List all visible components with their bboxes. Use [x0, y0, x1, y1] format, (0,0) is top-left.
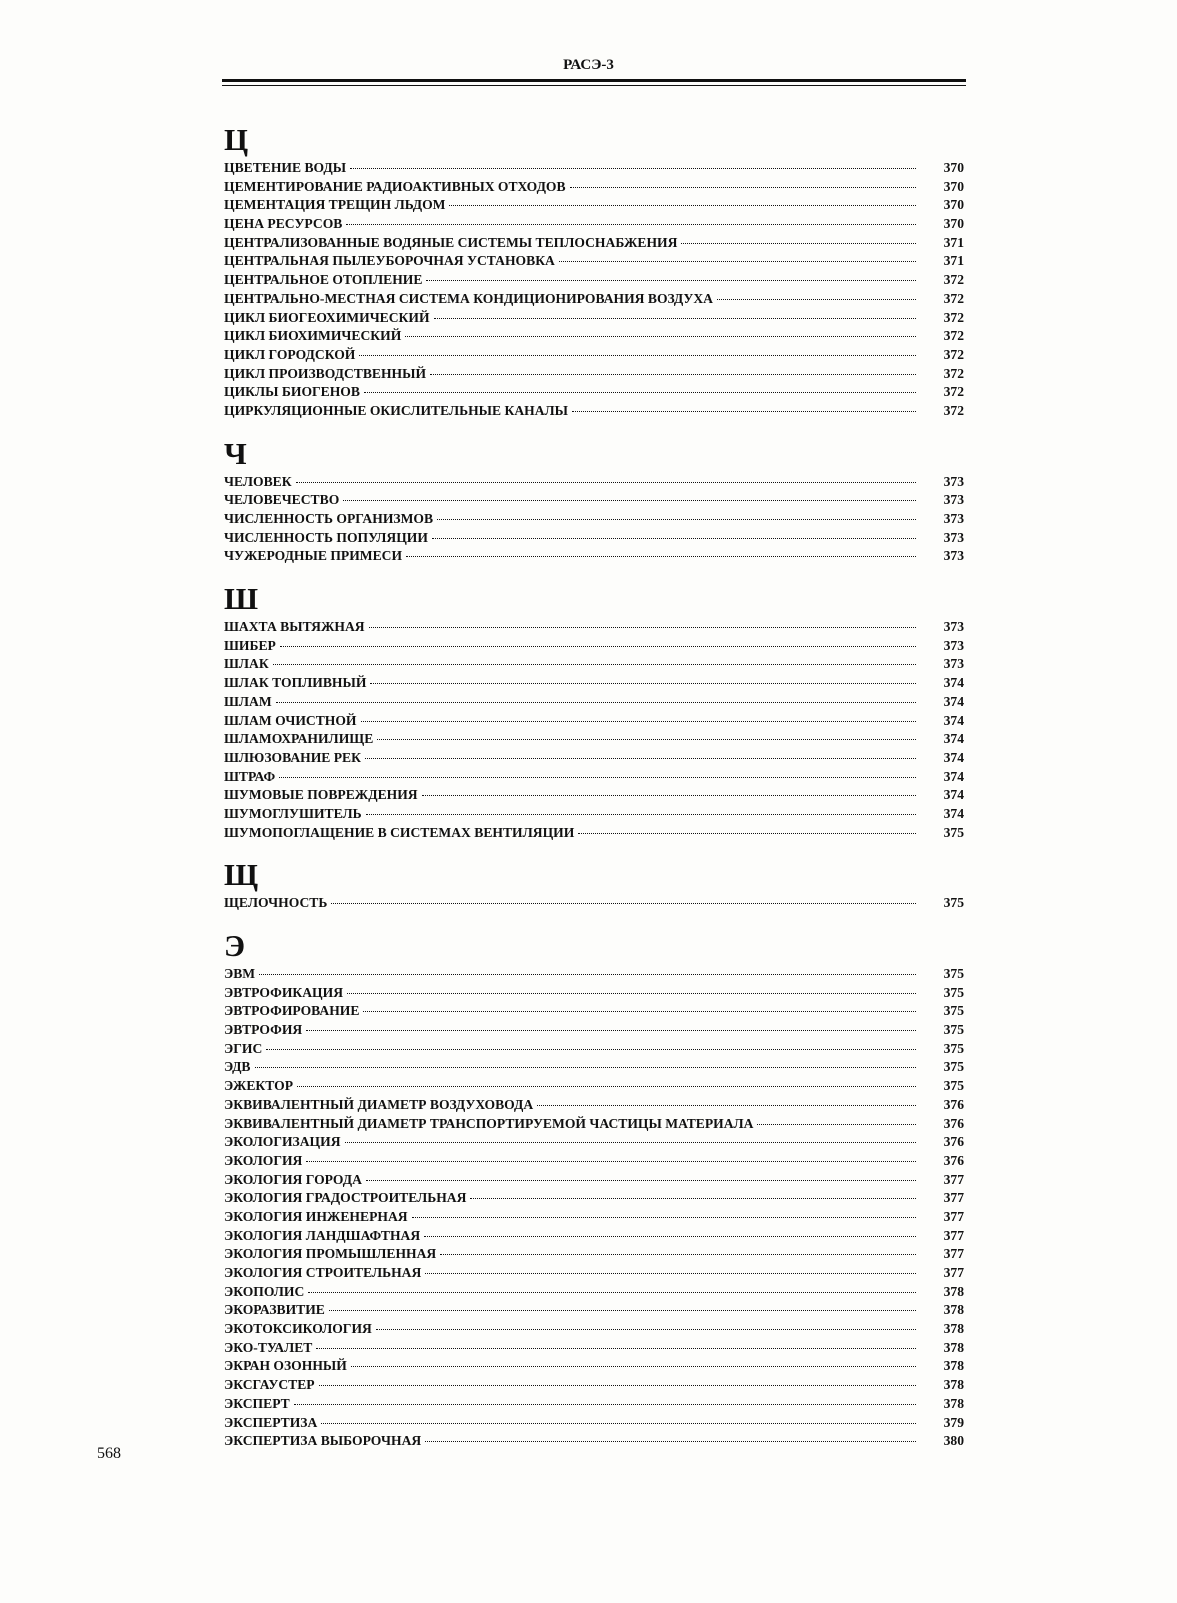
- dot-leader: [296, 482, 916, 483]
- dot-leader: [366, 1180, 916, 1181]
- entry-term: ЭКОЛОГИЯ: [224, 1152, 303, 1168]
- entry-page-number: 375: [943, 1059, 964, 1075]
- entry-term: ЦИРКУЛЯЦИОННЫЕ ОКИСЛИТЕЛЬНЫЕ КАНАЛЫ: [224, 402, 569, 418]
- entry-term: ШУМОПОГЛАЩЕНИЕ В СИСТЕМАХ ВЕНТИЛЯЦИИ: [224, 824, 575, 840]
- entry-page-number: 373: [943, 473, 964, 489]
- entry-page-number: 375: [943, 984, 964, 1000]
- index-entry: [224, 1358, 964, 1377]
- index-entry: [224, 1190, 964, 1209]
- entry-term: ЭКОЛОГИЯ ЛАНДШАФТНАЯ: [224, 1227, 421, 1243]
- entry-page-number: 375: [943, 1078, 964, 1094]
- dot-leader: [377, 739, 916, 740]
- entry-term: ЭКОЛОГИЯ ПРОМЫШЛЕННАЯ: [224, 1246, 437, 1262]
- entry-term: ЩЕЛОЧНОСТЬ: [224, 895, 328, 911]
- page-number: 568: [97, 1445, 121, 1462]
- index-entry: [224, 713, 964, 732]
- dot-leader: [331, 903, 916, 904]
- index-entry: [224, 235, 964, 254]
- entry-term: ЦИКЛ ПРОИЗВОДСТВЕННЫЙ: [224, 365, 427, 381]
- dot-leader: [717, 299, 916, 300]
- entry-term: ШЛАК ТОПЛИВНЫЙ: [224, 675, 367, 691]
- entry-term: ШАХТА ВЫТЯЖНАЯ: [224, 619, 365, 635]
- entry-page-number: 378: [943, 1321, 964, 1337]
- entry-term: ЭКО-ТУАЛЕТ: [224, 1339, 313, 1355]
- index-entry: [224, 366, 964, 385]
- index-entry: [224, 895, 964, 914]
- entry-page-number: 374: [943, 693, 964, 709]
- entry-page-number: 374: [943, 787, 964, 803]
- dot-leader: [306, 1161, 916, 1162]
- entry-term: ЭКВИВАЛЕНТНЫЙ ДИАМЕТР ВОЗДУХОВОДА: [224, 1096, 534, 1112]
- header-rule-thin: [222, 85, 966, 86]
- dot-leader: [434, 318, 916, 319]
- entry-term: ЦИКЛ БИОГЕОХИМИЧЕСКИЙ: [224, 309, 430, 325]
- dot-leader: [369, 627, 916, 628]
- entry-term: ШУМОГЛУШИТЕЛЬ: [224, 805, 362, 821]
- entry-term: ЭГИС: [224, 1040, 263, 1056]
- index-entry: [224, 1284, 964, 1303]
- dot-leader: [266, 1049, 916, 1050]
- index-list: [224, 122, 964, 1466]
- dot-leader: [255, 1067, 917, 1068]
- dot-leader: [319, 1385, 916, 1386]
- entry-page-number: 370: [943, 197, 964, 213]
- index-entry: [224, 310, 964, 329]
- entry-term: ЦЕНА РЕСУРСОВ: [224, 216, 343, 232]
- dot-leader: [537, 1105, 916, 1106]
- dot-leader: [559, 261, 916, 262]
- entry-page-number: 373: [943, 637, 964, 653]
- entry-term: ЭКОТОКСИКОЛОГИЯ: [224, 1321, 372, 1337]
- index-entry: [224, 1396, 964, 1415]
- index-section: [224, 928, 964, 1452]
- entry-term: ШУМОВЫЕ ПОВРЕЖДЕНИЯ: [224, 787, 418, 803]
- dot-leader: [259, 974, 916, 975]
- dot-leader: [361, 721, 917, 722]
- index-entry: [224, 1116, 964, 1135]
- entry-term: ЭВТРОФИЯ: [224, 1022, 303, 1038]
- entry-term: ЦИКЛЫ БИОГЕНОВ: [224, 384, 360, 400]
- index-entry: [224, 985, 964, 1004]
- index-entry: [224, 1246, 964, 1265]
- dot-leader: [681, 243, 916, 244]
- index-entry: [224, 179, 964, 198]
- dot-leader: [432, 538, 916, 539]
- entry-page-number: 372: [943, 346, 964, 362]
- entry-page-number: 375: [943, 895, 964, 911]
- entry-term: ЦИКЛ ГОРОДСКОЙ: [224, 346, 356, 362]
- entry-page-number: 371: [943, 253, 964, 269]
- dot-leader: [359, 355, 916, 356]
- index-entry: [224, 347, 964, 366]
- entry-page-number: 378: [943, 1302, 964, 1318]
- entry-term: ЭКОПОЛИС: [224, 1283, 305, 1299]
- entry-page-number: 375: [943, 1003, 964, 1019]
- index-entry: [224, 492, 964, 511]
- dot-leader: [426, 280, 916, 281]
- index-entry: [224, 1097, 964, 1116]
- entry-page-number: 376: [943, 1115, 964, 1131]
- index-entry: [224, 1377, 964, 1396]
- entry-term: ЭКОЛОГИЯ СТРОИТЕЛЬНАЯ: [224, 1265, 422, 1280]
- dot-leader: [437, 519, 916, 520]
- entry-page-number: 377: [943, 1208, 964, 1224]
- index-entry: [224, 619, 964, 638]
- dot-leader: [365, 758, 916, 759]
- entry-page-number: 375: [943, 1022, 964, 1038]
- entry-term: ШЛЮЗОВАНИЕ РЕК: [224, 749, 361, 765]
- entry-term: ЭКОЛОГИЗАЦИЯ: [224, 1134, 341, 1150]
- entry-page-number: 375: [943, 1040, 964, 1056]
- entry-page-number: 374: [943, 675, 964, 691]
- entry-page-number: 371: [943, 234, 964, 250]
- entry-page-number: 374: [943, 712, 964, 728]
- entry-term: ЦВЕТЕНИЕ ВОДЫ: [224, 160, 347, 175]
- dot-leader: [321, 1423, 916, 1424]
- dot-leader: [294, 1404, 916, 1405]
- dot-leader: [279, 777, 916, 778]
- dot-leader: [364, 392, 916, 393]
- entry-page-number: 379: [943, 1414, 964, 1430]
- index-entry: [224, 291, 964, 310]
- dot-leader: [273, 664, 916, 665]
- entry-page-number: 372: [943, 290, 964, 306]
- dot-leader: [422, 795, 916, 796]
- entry-page-number: 374: [943, 749, 964, 765]
- dot-leader: [346, 224, 916, 225]
- dot-leader: [449, 205, 916, 206]
- index-section: [224, 122, 964, 422]
- index-entry: [224, 675, 964, 694]
- entry-term: ЭКСПЕРТ: [224, 1395, 290, 1411]
- entry-page-number: 370: [943, 160, 964, 175]
- index-entry: [224, 1022, 964, 1041]
- entry-page-number: 372: [943, 272, 964, 288]
- index-entry: [224, 1003, 964, 1022]
- dot-leader: [370, 683, 916, 684]
- entry-page-number: 372: [943, 384, 964, 400]
- entry-page-number: 373: [943, 619, 964, 635]
- index-entry: [224, 511, 964, 530]
- index-entry: [224, 1078, 964, 1097]
- dot-leader: [425, 1441, 916, 1442]
- index-entry: [224, 1059, 964, 1078]
- dot-leader: [329, 1310, 916, 1311]
- entry-page-number: 376: [943, 1134, 964, 1150]
- entry-term: ЧЕЛОВЕК: [224, 473, 292, 489]
- dot-leader: [425, 1273, 916, 1274]
- section-letter-heading: Щ: [224, 857, 259, 893]
- section-letter-heading: Ш: [224, 581, 259, 617]
- dot-leader: [406, 556, 916, 557]
- entry-page-number: 372: [943, 328, 964, 344]
- dot-leader: [297, 1086, 916, 1087]
- index-entry: [224, 1041, 964, 1060]
- entry-page-number: 377: [943, 1246, 964, 1262]
- entry-page-number: 377: [943, 1171, 964, 1187]
- entry-page-number: 373: [943, 548, 964, 564]
- index-entry: [224, 731, 964, 750]
- entry-page-number: 377: [943, 1227, 964, 1243]
- entry-page-number: 378: [943, 1395, 964, 1411]
- index-entry: [224, 1302, 964, 1321]
- index-entry: [224, 530, 964, 549]
- entry-term: ЦЕНТРАЛИЗОВАННЫЕ ВОДЯНЫЕ СИСТЕМЫ ТЕПЛОСНАБЖЕНИЯ: [224, 234, 678, 250]
- entry-term: ЭВМ: [224, 966, 256, 981]
- index-entry: [224, 787, 964, 806]
- index-entry: [224, 1134, 964, 1153]
- dot-leader: [405, 336, 916, 337]
- index-entry: [224, 160, 964, 179]
- entry-page-number: 372: [943, 402, 964, 418]
- index-entry: [224, 769, 964, 788]
- entry-term: ЧУЖЕРОДНЫЕ ПРИМЕСИ: [224, 548, 403, 564]
- entry-page-number: 378: [943, 1283, 964, 1299]
- entry-page-number: 372: [943, 365, 964, 381]
- index-entry: [224, 750, 964, 769]
- index-entry: [224, 638, 964, 657]
- entry-term: ЦЕНТРАЛЬНАЯ ПЫЛЕУБОРОЧНАЯ УСТАНОВКА: [224, 253, 555, 269]
- index-entry: [224, 272, 964, 291]
- index-entry: [224, 1433, 964, 1452]
- entry-page-number: 373: [943, 529, 964, 545]
- index-entry: [224, 474, 964, 493]
- dot-leader: [424, 1236, 916, 1237]
- entry-term: ШЛАМ ОЧИСТНОЙ: [224, 712, 357, 728]
- dot-leader: [347, 993, 916, 994]
- dot-leader: [276, 702, 916, 703]
- index-entry: [224, 1153, 964, 1172]
- index-entry: [224, 384, 964, 403]
- index-entry: [224, 806, 964, 825]
- dot-leader: [578, 833, 916, 834]
- dot-leader: [308, 1292, 916, 1293]
- entry-term: ЭКОРАЗВИТИЕ: [224, 1302, 325, 1318]
- entry-page-number: 374: [943, 805, 964, 821]
- dot-leader: [376, 1329, 916, 1330]
- entry-page-number: 375: [943, 966, 964, 981]
- entry-term: ШЛАМ: [224, 693, 272, 709]
- entry-page-number: 376: [943, 1096, 964, 1112]
- index-entry: [224, 216, 964, 235]
- entry-term: ЦЕНТРАЛЬНО-МЕСТНАЯ СИСТЕМА КОНДИЦИОНИРОВАНИЯ ВОЗДУХА: [224, 290, 713, 306]
- entry-page-number: 373: [943, 492, 964, 508]
- entry-term: ЦЕМЕНТИРОВАНИЕ РАДИОАКТИВНЫХ ОТХОДОВ: [224, 178, 566, 194]
- dot-leader: [757, 1124, 916, 1125]
- dot-leader: [412, 1217, 916, 1218]
- entry-term: ЭВТРОФИКАЦИЯ: [224, 984, 344, 1000]
- section-letter-heading: Ц: [224, 122, 249, 157]
- section-letter-heading: Э: [224, 928, 246, 963]
- index-entry: [224, 1321, 964, 1340]
- index-entry: [224, 548, 964, 567]
- dot-leader: [351, 1366, 916, 1367]
- dot-leader: [363, 1011, 916, 1012]
- entry-term: ЭВТРОФИРОВАНИЕ: [224, 1003, 360, 1019]
- index-entry: [224, 328, 964, 347]
- entry-page-number: 378: [943, 1358, 964, 1374]
- entry-page-number: 377: [943, 1265, 964, 1280]
- entry-term: ШИБЕР: [224, 637, 276, 653]
- index-entry: [224, 825, 964, 844]
- entry-page-number: 374: [943, 768, 964, 784]
- dot-leader: [306, 1030, 916, 1031]
- entry-term: ЧИСЛЕННОСТЬ ОРГАНИЗМОВ: [224, 511, 434, 526]
- entry-term: ЭДВ: [224, 1059, 251, 1075]
- index-entry: [224, 253, 964, 272]
- entry-term: ЦИКЛ БИОХИМИЧЕСКИЙ: [224, 328, 402, 344]
- header-rule-thick: [222, 79, 966, 82]
- entry-term: ШЛАМОХРАНИЛИЩЕ: [224, 731, 374, 747]
- index-entry: [224, 1340, 964, 1359]
- index-section: [224, 581, 964, 843]
- entry-page-number: 372: [943, 309, 964, 325]
- entry-page-number: 373: [943, 511, 964, 526]
- entry-term: ЭКСПЕРТИЗА ВЫБОРОЧНАЯ: [224, 1433, 422, 1449]
- index-entry: [224, 1172, 964, 1191]
- dot-leader: [350, 168, 916, 169]
- entry-term: ЧЕЛОВЕЧЕСТВО: [224, 492, 340, 508]
- entry-page-number: 380: [943, 1433, 964, 1449]
- index-entry: [224, 1265, 964, 1284]
- section-letter-heading: Ч: [224, 435, 247, 471]
- entry-page-number: 378: [943, 1339, 964, 1355]
- index-entry: [224, 1415, 964, 1434]
- index-entry: [224, 656, 964, 675]
- index-entry: [224, 197, 964, 216]
- entry-term: ЭКОЛОГИЯ ГРАДОСТРОИТЕЛЬНАЯ: [224, 1190, 467, 1206]
- entry-page-number: 378: [943, 1377, 964, 1393]
- dot-leader: [280, 646, 916, 647]
- dot-leader: [470, 1198, 916, 1199]
- entry-term: ЦЕМЕНТАЦИЯ ТРЕЩИН ЛЬДОМ: [224, 197, 446, 213]
- entry-page-number: 370: [943, 178, 964, 194]
- entry-page-number: 374: [943, 731, 964, 747]
- dot-leader: [430, 374, 916, 375]
- dot-leader: [345, 1142, 916, 1143]
- entry-page-number: 375: [943, 824, 964, 840]
- entry-term: ЭКОЛОГИЯ ИНЖЕНЕРНАЯ: [224, 1208, 408, 1224]
- entry-term: ЭКРАН ОЗОННЫЙ: [224, 1358, 347, 1374]
- entry-term: ЭКСПЕРТИЗА: [224, 1414, 318, 1430]
- index-section: [224, 436, 964, 567]
- entry-page-number: 373: [943, 656, 964, 672]
- dot-leader: [572, 411, 916, 412]
- entry-term: ЭКСГАУСТЕР: [224, 1377, 315, 1393]
- entry-page-number: 370: [943, 216, 964, 232]
- entry-term: ЧИСЛЕННОСТЬ ПОПУЛЯЦИИ: [224, 529, 428, 545]
- entry-term: ШЛАК: [224, 656, 269, 672]
- entry-term: ЭКОЛОГИЯ ГОРОДА: [224, 1171, 362, 1187]
- entry-term: ЭЖЕКТОР: [224, 1078, 294, 1094]
- dot-leader: [440, 1254, 916, 1255]
- dot-leader: [343, 500, 916, 501]
- entry-term: ЭКВИВАЛЕНТНЫЙ ДИАМЕТР ТРАНСПОРТИРУЕМОЙ ЧАСТИЦЫ МАТЕРИАЛА: [224, 1115, 754, 1131]
- index-entry: [224, 403, 964, 422]
- dot-leader: [570, 187, 916, 188]
- index-entry: [224, 1228, 964, 1247]
- index-entry: [224, 694, 964, 713]
- entry-page-number: 376: [943, 1152, 964, 1168]
- entry-term: ЦЕНТРАЛЬНОЕ ОТОПЛЕНИЕ: [224, 272, 423, 288]
- index-section: [224, 857, 964, 914]
- entry-term: ШТРАФ: [224, 768, 276, 784]
- dot-leader: [316, 1348, 916, 1349]
- dot-leader: [366, 814, 916, 815]
- entry-page-number: 377: [943, 1190, 964, 1206]
- index-entry: [224, 966, 964, 985]
- running-header-title: РАСЭ-3: [563, 57, 614, 73]
- index-entry: [224, 1209, 964, 1228]
